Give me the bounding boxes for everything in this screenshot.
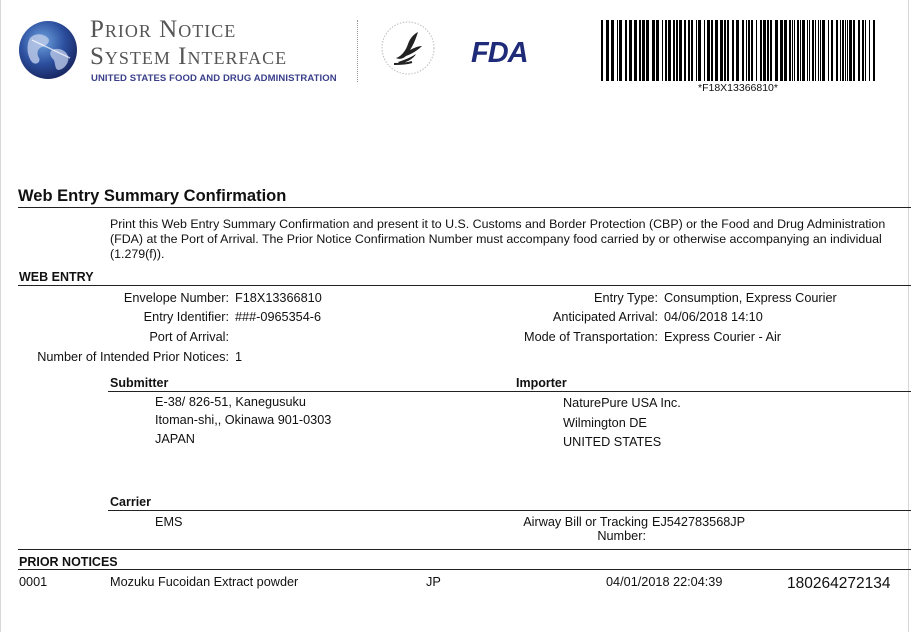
brand-title-line2: System Interface [90,43,288,70]
barcode-bar-2 [611,20,614,81]
barcode-bar-45 [789,20,791,81]
barcode-bar-53 [812,20,814,81]
submitter-address-line1: E-38/ 826-51, Kanegusuku [155,395,306,409]
notice-submitted-time: 04/01/2018 22:04:39 [606,575,723,589]
barcode-bar-50 [802,20,805,81]
barcode-bar-3 [617,20,618,81]
transport-mode-value: Express Courier - Air [664,330,782,344]
barcode-bar-32 [736,20,739,81]
barcode-bar-31 [732,20,734,81]
barcode-bar-69 [865,20,866,81]
barcode-bar-48 [797,20,799,81]
anticipated-arrival-value: 04/06/2018 14:10 [664,310,763,324]
barcode-bar-39 [763,20,766,81]
intended-notices-label: Number of Intended Prior Notices: [37,350,229,364]
intended-notices-value: 1 [235,350,243,364]
barcode-bar-52 [809,20,810,81]
prior-notices-top-rule [18,549,911,550]
barcode-bar-40 [767,20,769,81]
carrier-name: EMS [155,515,183,529]
barcode-bar-59 [831,20,833,81]
anticipated-arrival-label: Anticipated Arrival: [552,310,658,324]
prior-notices-heading: PRIOR NOTICES [19,555,118,569]
barcode-bar-28 [720,20,723,81]
barcode-bar-36 [751,20,753,81]
submitter-address-line3: JAPAN [155,432,195,446]
barcode-bar-62 [842,20,844,81]
notice-country: JP [426,575,441,589]
tracking-label-line2: Number: [597,529,646,543]
importer-heading: Importer [516,376,567,390]
barcode-bar-56 [820,20,821,81]
hhs-eagle-seal-icon [380,20,436,76]
web-entry-rule [18,285,911,286]
barcode-bar-29 [724,20,726,81]
prior-notices-rule [18,569,911,570]
title-rule [18,207,911,208]
brand-title-line1: Prior Notice [90,16,237,43]
barcode-bar-44 [784,20,787,81]
barcode-bar-24 [704,20,705,81]
barcode-bar-7 [634,20,637,81]
entry-type-label: Entry Type: [594,291,658,305]
notice-product: Mozuku Fucoidan Extract powder [110,575,299,589]
barcode-bar-46 [792,20,793,81]
transport-mode-label: Mode of Transportation: [524,330,658,344]
barcode-bar-49 [800,20,801,81]
barcode-bar-55 [818,20,819,81]
brand-subtitle: UNITED STATES FOOD AND DRUG ADMINISTRATION [91,73,337,84]
fda-logo-text: FDA [471,37,528,66]
barcode-bar-14 [665,20,667,81]
barcode-bar-19 [684,20,686,81]
web-entry-heading: WEB ENTRY [19,270,94,284]
barcode-bar-20 [688,20,690,81]
importer-city: Wilmington DE [563,416,647,430]
barcode-bar-21 [691,20,693,81]
barcode-text: *F18X13366810* [698,82,778,94]
barcode-bar-51 [807,20,808,81]
barcode-bar-47 [794,20,795,81]
barcode-bar-41 [770,20,772,81]
page-title: Web Entry Summary Confirmation [18,187,287,205]
barcode-bar-1 [606,20,609,81]
barcode-bar-66 [853,20,855,81]
notice-confirmation-number: 180264272134 [787,575,891,592]
barcode-bar-58 [828,20,829,81]
barcode-bar-68 [862,20,864,81]
envelope-number-label: Envelope Number: [123,291,229,305]
barcode-bar-26 [711,20,713,81]
barcode-bar-6 [629,20,632,81]
submitter-address-line2: Itoman-shi,, Okinawa 901-0303 [155,413,332,427]
barcode-bar-23 [698,20,701,81]
barcode-bar-4 [619,20,622,81]
globe-logo-icon [18,20,78,80]
entry-type-value: Consumption, Express Courier [664,291,837,305]
barcode-bar-60 [836,20,838,81]
barcode-bar-42 [775,20,778,81]
importer-country: UNITED STATES [563,435,662,449]
barcode-bar-57 [822,20,825,81]
barcode-bar-8 [639,20,641,81]
parties-rule [108,391,911,392]
fda-logo [470,36,538,66]
barcode-bar-17 [676,20,678,81]
barcode-bar-35 [748,20,750,81]
port-of-arrival-label: Port of Arrival: [149,330,229,344]
barcode-bar-11 [652,20,655,81]
barcode-bar-18 [679,20,682,81]
barcode-bar-30 [727,20,729,81]
barcode-bar-38 [760,20,762,81]
intro-text: Print this Web Entry Summary Confirmation and present it to U.S. Customs and Border Protection (CBP) or the Food and Drug Administration (FDA) at the Port of Arrival. The Prior Notice Confirmation Number must accompany food carried by or otherwise accompanying an individual (1.279(f)). [110,217,886,261]
barcode-bar-64 [847,20,848,81]
envelope-number-value: F18X13366810 [235,291,322,305]
barcode-bar-9 [642,20,645,81]
barcode-bar-63 [845,20,846,81]
barcode-bar-12 [656,20,659,81]
submitter-heading: Submitter [110,376,169,390]
entry-identifier-value: ###-0965354-6 [235,310,322,324]
barcode-bar-33 [742,20,744,81]
entry-identifier-label: Entry Identifier: [143,310,229,324]
barcode-bar-43 [780,20,783,81]
importer-name: NaturePure USA Inc. [563,396,681,410]
barcode-bar-70 [869,20,870,81]
carrier-rule [108,510,911,511]
barcode-bar-0 [601,20,603,81]
carrier-heading: Carrier [110,495,151,509]
barcode-bar-22 [696,20,697,81]
barcode-bar-10 [646,20,649,81]
barcode-bar-37 [756,20,757,81]
barcode-bar-5 [625,20,627,81]
barcode-bar-54 [815,20,816,81]
barcode-bar-16 [673,20,675,81]
barcode-bar-65 [849,20,852,81]
tracking-label-line1: Airway Bill or Tracking [523,515,648,529]
barcode-bar-61 [840,20,841,81]
barcode-bar-13 [662,20,663,81]
barcode-bar-67 [858,20,860,81]
barcode-bar-71 [873,20,875,81]
barcode-bar-27 [715,20,718,81]
barcode-image [601,20,875,81]
barcode-bar-25 [707,20,710,81]
barcode-bar-15 [668,20,671,81]
barcode-bar-34 [746,20,747,81]
header-divider [357,20,358,82]
tracking-number: EJ542783568JP [652,515,746,529]
notice-sequence: 0001 [19,575,48,589]
